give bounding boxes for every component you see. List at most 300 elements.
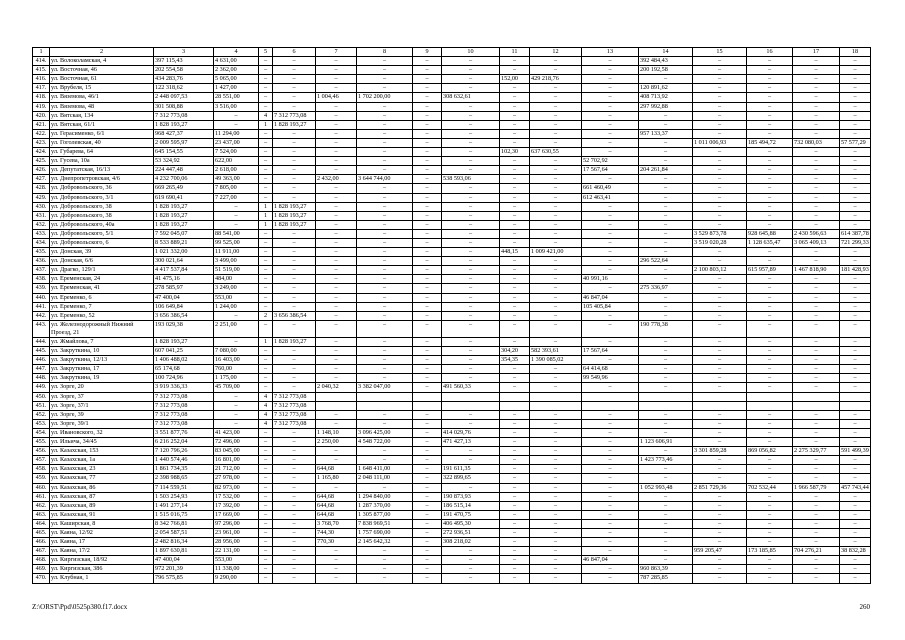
value-cell: –	[214, 211, 259, 220]
value-cell: –	[840, 211, 871, 220]
value-cell	[639, 392, 693, 401]
value-cell: –	[747, 175, 793, 184]
value-cell: –	[747, 383, 793, 392]
value-cell: 7 312 773,08	[273, 401, 316, 410]
value-cell: –	[840, 438, 871, 447]
value-cell: –	[747, 57, 793, 66]
value-cell: –	[793, 111, 840, 120]
value-cell: –	[273, 248, 316, 257]
value-cell: –	[639, 275, 693, 284]
value-cell: –	[840, 166, 871, 175]
row-number: 437.	[33, 266, 50, 275]
value-cell: –	[530, 492, 582, 501]
value-cell: –	[582, 565, 639, 574]
value-cell: 644,68	[316, 465, 357, 474]
value-cell: –	[530, 447, 582, 456]
column-header: 5	[259, 48, 273, 57]
value-cell: –	[273, 148, 316, 157]
value-cell: –	[747, 66, 793, 75]
value-cell: 301 508,88	[154, 102, 214, 111]
value-cell: –	[357, 374, 413, 383]
value-cell: –	[273, 565, 316, 574]
value-cell: 7 838 969,51	[357, 519, 413, 528]
value-cell: –	[413, 66, 442, 75]
value-cell: 4 548 722,00	[357, 438, 413, 447]
value-cell: –	[530, 266, 582, 275]
value-cell: –	[530, 374, 582, 383]
address-cell: ул. Вяземова, 48	[50, 102, 154, 111]
value-cell: –	[273, 465, 316, 474]
value-cell: –	[259, 129, 273, 138]
value-cell: 17 532,00	[214, 492, 259, 501]
value-cell: –	[273, 538, 316, 547]
value-cell: –	[316, 447, 357, 456]
value-cell: 392 484,43	[639, 57, 693, 66]
value-cell: –	[413, 501, 442, 510]
value-cell: –	[582, 175, 639, 184]
value-cell	[582, 401, 639, 410]
value-cell: –	[442, 483, 500, 492]
value-cell: 1 390 085,02	[530, 356, 582, 365]
value-cell: –	[693, 538, 747, 547]
value-cell: –	[273, 483, 316, 492]
value-cell: 57 577,29	[840, 138, 871, 147]
value-cell: –	[840, 528, 871, 537]
row-number: 424.	[33, 148, 50, 157]
value-cell: 8 342 766,81	[154, 519, 214, 528]
value-cell: 100 724,96	[154, 374, 214, 383]
value-cell: –	[793, 66, 840, 75]
value-cell: –	[693, 501, 747, 510]
value-cell: –	[693, 374, 747, 383]
table-row	[33, 275, 871, 284]
value-cell: 65 174,68	[154, 365, 214, 374]
value-cell: –	[639, 447, 693, 456]
value-cell: –	[840, 410, 871, 419]
value-cell: –	[357, 356, 413, 365]
value-cell: –	[413, 284, 442, 293]
value-cell: –	[316, 66, 357, 75]
value-cell: –	[793, 293, 840, 302]
value-cell: –	[500, 175, 530, 184]
value-cell: 5 065,00	[214, 75, 259, 84]
value-cell: –	[747, 111, 793, 120]
value-cell: –	[413, 528, 442, 537]
value-cell: –	[747, 248, 793, 257]
table-row	[33, 238, 871, 247]
value-cell: –	[413, 157, 442, 166]
value-cell: –	[316, 419, 357, 428]
value-cell: –	[442, 311, 500, 320]
value-cell: –	[500, 211, 530, 220]
value-cell: 1 123 606,91	[639, 438, 693, 447]
value-cell: –	[693, 419, 747, 428]
column-header: 10	[442, 48, 500, 57]
value-cell: –	[413, 383, 442, 392]
value-cell: –	[214, 392, 259, 401]
value-cell: 7 312 773,08	[273, 419, 316, 428]
file-path: Z:\ORST\Ppd\0525p380.f17.docx	[32, 603, 128, 611]
value-cell: –	[693, 57, 747, 66]
value-cell: –	[413, 510, 442, 519]
value-cell: –	[693, 102, 747, 111]
value-cell: –	[413, 257, 442, 266]
value-cell: –	[793, 501, 840, 510]
value-cell: 538 593,06	[442, 175, 500, 184]
value-cell: –	[530, 57, 582, 66]
value-cell: –	[747, 293, 793, 302]
value-cell: 1 828 193,27	[273, 202, 316, 211]
value-cell: 2 009 595,97	[154, 138, 214, 147]
value-cell: 7 312 773,08	[154, 111, 214, 120]
value-cell: –	[582, 93, 639, 102]
address-cell: ул. Драгко, 129/1	[50, 266, 154, 275]
row-number: 431.	[33, 211, 50, 220]
value-cell	[316, 392, 357, 401]
value-cell: –	[273, 66, 316, 75]
value-cell: –	[693, 84, 747, 93]
value-cell: –	[793, 492, 840, 501]
value-cell: –	[316, 293, 357, 302]
value-cell: –	[273, 229, 316, 238]
value-cell: –	[442, 129, 500, 138]
value-cell	[357, 401, 413, 410]
value-cell: –	[840, 57, 871, 66]
value-cell: –	[530, 465, 582, 474]
value-cell: –	[357, 347, 413, 356]
value-cell: 457 743,44	[841, 483, 869, 491]
value-cell: –	[259, 465, 273, 474]
value-cell: –	[639, 410, 693, 419]
table-row	[33, 410, 871, 419]
value-cell: –	[500, 293, 530, 302]
value-cell: 2 432,00	[316, 175, 357, 184]
value-cell: 1 828 193,27	[154, 202, 214, 211]
value-cell: –	[259, 456, 273, 465]
value-cell: –	[357, 410, 413, 419]
value-cell: –	[259, 565, 273, 574]
value-cell: –	[259, 293, 273, 302]
value-cell: –	[840, 374, 871, 383]
value-cell: –	[693, 111, 747, 120]
value-cell: 408 713,92	[639, 93, 693, 102]
table-row	[33, 84, 871, 93]
value-cell: –	[693, 456, 747, 465]
value-cell: 7 114 559,51	[154, 483, 214, 492]
value-cell: –	[500, 84, 530, 93]
value-cell: 553,00	[214, 556, 259, 565]
row-number: 461.	[33, 492, 50, 501]
value-cell: –	[639, 356, 693, 365]
value-cell: –	[413, 229, 442, 238]
value-cell: –	[582, 111, 639, 120]
row-number: 420.	[33, 111, 50, 120]
value-cell: –	[582, 456, 639, 465]
value-cell: –	[316, 483, 357, 492]
value-cell: –	[316, 111, 357, 120]
value-cell: –	[413, 438, 442, 447]
value-cell: –	[273, 347, 316, 356]
value-cell: –	[639, 202, 693, 211]
value-cell: 83 045,00	[214, 447, 259, 456]
value-cell: 1 828 193,27	[273, 120, 316, 129]
value-cell: –	[442, 238, 500, 247]
value-cell: 1 004,46	[316, 93, 357, 102]
value-cell: –	[639, 365, 693, 374]
value-cell: 38 832,28	[840, 547, 871, 556]
value-cell: –	[582, 66, 639, 75]
value-cell: –	[840, 257, 871, 266]
value-cell: 152,00	[500, 75, 530, 84]
value-cell: –	[316, 284, 357, 293]
value-cell: 190 873,93	[442, 492, 500, 501]
value-cell: 106 649,84	[154, 302, 214, 311]
table-row	[33, 456, 871, 465]
value-cell: –	[316, 184, 357, 193]
row-number: 419.	[33, 102, 50, 111]
value-cell: –	[793, 574, 840, 583]
value-cell: –	[639, 419, 693, 428]
table-row	[33, 374, 871, 383]
value-cell: –	[840, 120, 871, 129]
value-cell: 1 828 193,27	[273, 211, 316, 220]
value-cell: –	[442, 138, 500, 147]
value-cell	[840, 392, 871, 401]
value-cell: –	[500, 338, 530, 347]
column-header: 11	[500, 48, 530, 57]
value-cell: –	[500, 565, 530, 574]
value-cell: 732 080,03	[793, 138, 840, 147]
address-cell: ул. Каяна, 12/92	[50, 528, 154, 537]
value-cell: –	[442, 574, 500, 583]
value-cell: –	[500, 538, 530, 547]
value-cell: –	[639, 338, 693, 347]
value-cell: –	[500, 129, 530, 138]
value-cell: –	[413, 356, 442, 365]
value-cell: –	[840, 202, 871, 211]
value-cell: –	[259, 538, 273, 547]
value-cell: –	[530, 202, 582, 211]
value-cell: –	[273, 266, 316, 275]
value-cell: –	[693, 75, 747, 84]
value-cell: –	[793, 211, 840, 220]
value-cell: –	[747, 284, 793, 293]
value-cell: –	[840, 75, 871, 84]
value-cell: –	[530, 311, 582, 320]
value-cell: –	[273, 492, 316, 501]
row-number: 428.	[33, 184, 50, 193]
value-cell: –	[793, 347, 840, 356]
address-cell: ул. Казахская, 86	[50, 483, 154, 492]
value-cell: –	[530, 220, 582, 229]
value-cell: –	[693, 184, 747, 193]
value-cell: –	[259, 365, 273, 374]
value-cell: –	[316, 257, 357, 266]
value-cell: –	[840, 465, 871, 474]
value-cell: –	[530, 175, 582, 184]
value-cell: –	[357, 166, 413, 175]
value-cell: –	[693, 120, 747, 129]
value-cell: 2 100 803,12	[693, 266, 747, 275]
value-cell: 591 499,39	[841, 447, 869, 455]
table-row	[33, 211, 871, 220]
value-cell: –	[273, 275, 316, 284]
value-cell: –	[693, 148, 747, 157]
value-cell: –	[639, 248, 693, 257]
value-cell: –	[316, 565, 357, 574]
value-cell: –	[582, 383, 639, 392]
value-cell: –	[693, 556, 747, 565]
value-cell: –	[693, 474, 747, 483]
value-cell: –	[840, 148, 871, 157]
value-cell: –	[413, 293, 442, 302]
address-cell: ул. Клубная, 1	[50, 574, 154, 583]
value-cell: –	[259, 438, 273, 447]
value-cell: 622,00	[214, 157, 259, 166]
table-row	[33, 148, 871, 157]
value-cell: –	[442, 102, 500, 111]
value-cell: –	[639, 75, 693, 84]
value-cell: –	[747, 93, 793, 102]
value-cell: 191 470,75	[442, 510, 500, 519]
address-cell: ул. Зорге, 39/1	[50, 419, 154, 428]
value-cell: –	[442, 193, 500, 202]
value-cell: –	[500, 528, 530, 537]
value-cell: –	[840, 356, 871, 365]
value-cell: –	[793, 374, 840, 383]
column-header: 14	[639, 48, 693, 57]
value-cell: 3 499,00	[214, 257, 259, 266]
data-table	[32, 47, 871, 584]
row-number: 440.	[33, 293, 50, 302]
value-cell: –	[413, 456, 442, 465]
value-cell: –	[693, 492, 747, 501]
value-cell: –	[500, 257, 530, 266]
value-cell: 297 992,88	[639, 102, 693, 111]
value-cell: 645 154,55	[154, 148, 214, 157]
value-cell: 2 482 816,34	[154, 538, 214, 547]
value-cell: –	[693, 220, 747, 229]
value-cell: –	[693, 574, 747, 583]
value-cell: –	[357, 57, 413, 66]
value-cell: –	[214, 410, 259, 419]
row-number: 458.	[33, 465, 50, 474]
value-cell: –	[500, 302, 530, 311]
column-header: 4	[214, 48, 259, 57]
value-cell: –	[639, 229, 693, 238]
value-cell: –	[273, 184, 316, 193]
column-header: 6	[273, 48, 316, 57]
value-cell: –	[214, 202, 259, 211]
value-cell: 644,68	[316, 492, 357, 501]
value-cell: –	[793, 202, 840, 211]
address-cell: ул. Еременко, 52	[50, 311, 154, 320]
value-cell: –	[639, 465, 693, 474]
value-cell: –	[793, 438, 840, 447]
value-cell: –	[747, 356, 793, 365]
column-header: 13	[582, 48, 639, 57]
value-cell: –	[442, 320, 500, 337]
value-cell: –	[747, 75, 793, 84]
value-cell: –	[214, 338, 259, 347]
value-cell: –	[639, 138, 693, 147]
value-cell: 612 463,41	[582, 193, 639, 202]
value-cell	[530, 401, 582, 410]
value-cell: –	[747, 456, 793, 465]
value-cell: 2 448 097,53	[154, 93, 214, 102]
value-cell: –	[530, 111, 582, 120]
value-cell: 190 778,38	[639, 320, 693, 337]
value-cell: 53 324,92	[154, 157, 214, 166]
column-header: 7	[316, 48, 357, 57]
value-cell: –	[357, 419, 413, 428]
value-cell: 354,35	[500, 356, 530, 365]
value-cell: 1 148,10	[316, 428, 357, 437]
value-cell: –	[840, 574, 871, 583]
value-cell: –	[500, 419, 530, 428]
value-cell: –	[273, 102, 316, 111]
value-cell: –	[530, 93, 582, 102]
value-cell: 11 294,00	[214, 129, 259, 138]
value-cell: –	[840, 193, 871, 202]
value-cell: 23 437,00	[214, 138, 259, 147]
value-cell: 869 056,82	[747, 447, 793, 456]
value-cell: –	[273, 365, 316, 374]
value-cell: –	[530, 538, 582, 547]
value-cell: –	[442, 447, 500, 456]
value-cell: –	[442, 57, 500, 66]
value-cell: 322 899,65	[442, 474, 500, 483]
value-cell: –	[442, 148, 500, 157]
value-cell: –	[259, 193, 273, 202]
value-cell: –	[530, 66, 582, 75]
value-cell: –	[357, 157, 413, 166]
value-cell: –	[273, 302, 316, 311]
value-cell: –	[214, 401, 259, 410]
value-cell: –	[442, 419, 500, 428]
value-cell: –	[693, 248, 747, 257]
value-cell: –	[582, 465, 639, 474]
value-cell: –	[793, 410, 840, 419]
value-cell: –	[413, 365, 442, 374]
value-cell: –	[582, 519, 639, 528]
value-cell: 191 611,35	[442, 465, 500, 474]
value-cell: 1 828 193,27	[154, 211, 214, 220]
value-cell: 582 393,61	[530, 347, 582, 356]
value-cell: –	[530, 383, 582, 392]
value-cell: –	[840, 93, 871, 102]
value-cell: –	[316, 365, 357, 374]
value-cell: 185 494,72	[747, 138, 793, 147]
value-cell: 4 232 700,06	[154, 175, 214, 184]
value-cell: 2 145 642,32	[357, 538, 413, 547]
value-cell: 3 656 386,54	[154, 311, 214, 320]
value-cell: –	[500, 510, 530, 519]
value-cell: –	[793, 75, 840, 84]
row-number: 446.	[33, 356, 50, 365]
value-cell: –	[413, 193, 442, 202]
value-cell: –	[530, 419, 582, 428]
value-cell: –	[639, 184, 693, 193]
address-cell: ул. Казахская, 91	[50, 510, 154, 519]
table-row	[33, 338, 871, 347]
value-cell: –	[357, 211, 413, 220]
value-cell: –	[747, 519, 793, 528]
value-cell: –	[259, 356, 273, 365]
value-cell: –	[259, 66, 273, 75]
value-cell: 414 029,76	[442, 428, 500, 437]
row-number: 466.	[33, 538, 50, 547]
